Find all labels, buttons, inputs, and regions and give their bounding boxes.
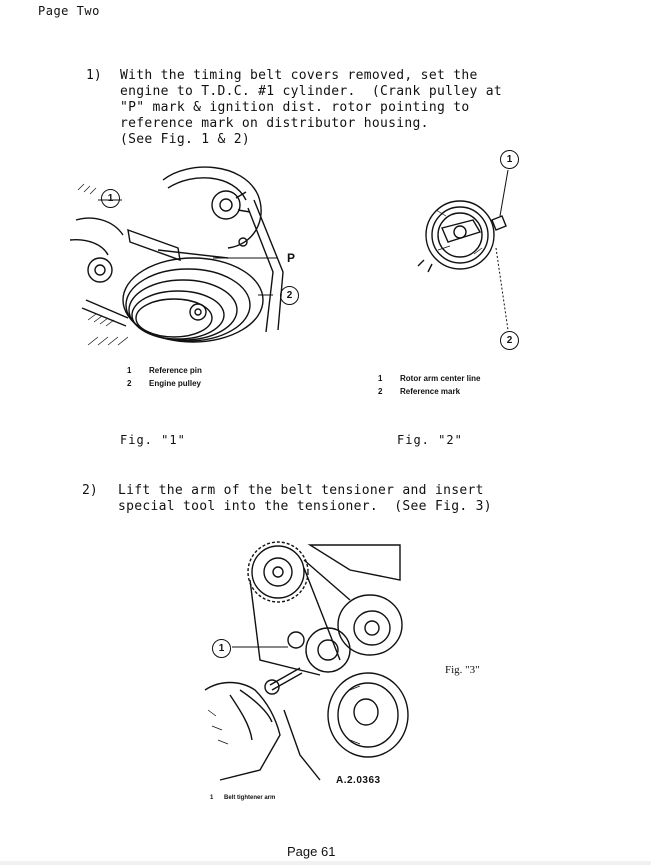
legend-item: 1 Rotor arm center line (378, 374, 481, 383)
figure-2-callout-1: 1 (500, 150, 519, 169)
figure-3-callout-1: 1 (212, 639, 231, 658)
figure-2-label: Fig. "2" (397, 433, 463, 447)
figure-3-illustration (200, 540, 405, 790)
legend-item: 2 Reference mark (378, 387, 461, 396)
page-number: Page 61 (287, 844, 336, 859)
figure-1-legend (127, 366, 202, 388)
figure-1-illustration (68, 160, 308, 350)
figure-1-label: Fig. "1" (120, 433, 186, 447)
step-1-text (120, 68, 502, 148)
step-1-line: reference mark on distributor housing. (120, 116, 429, 131)
figure-3-legend (210, 795, 275, 801)
figure-2-callout-2: 2 (500, 331, 519, 350)
step-2-line: special tool into the tensioner. (See Fig. 3) (118, 499, 492, 514)
step-2-text (118, 483, 492, 515)
figure-3-label: Fig. "3" (445, 664, 480, 676)
figure-2-legend (378, 374, 480, 396)
step-1-line: (See Fig. 1 & 2) (120, 132, 251, 147)
step-1-line: engine to T.D.C. #1 cylinder. (Crank pulley at (120, 84, 502, 99)
step-1-line: "P" mark & ignition dist. rotor pointing to (120, 100, 470, 115)
step-1-line: With the timing belt covers removed, set the (120, 68, 478, 83)
figure-1-p-mark: P (287, 251, 296, 265)
step-2-number: 2) (82, 483, 98, 498)
legend-item: 2 Engine pulley (127, 379, 202, 388)
figure-2-illustration (418, 150, 528, 350)
bottom-strip (0, 861, 651, 865)
page-header: Page Two (38, 4, 100, 18)
figure-1-callout-2: 2 (280, 286, 299, 305)
figure-3-tool-code: A.2.0363 (336, 775, 381, 786)
legend-item: 1 Reference pin (127, 366, 202, 375)
step-2-line: Lift the arm of the belt tensioner and insert (118, 483, 484, 498)
legend-item: 1 Belt tightener arm (210, 795, 276, 801)
figure-1-callout-1: 1 (101, 189, 120, 208)
step-1-number: 1) (86, 68, 102, 83)
